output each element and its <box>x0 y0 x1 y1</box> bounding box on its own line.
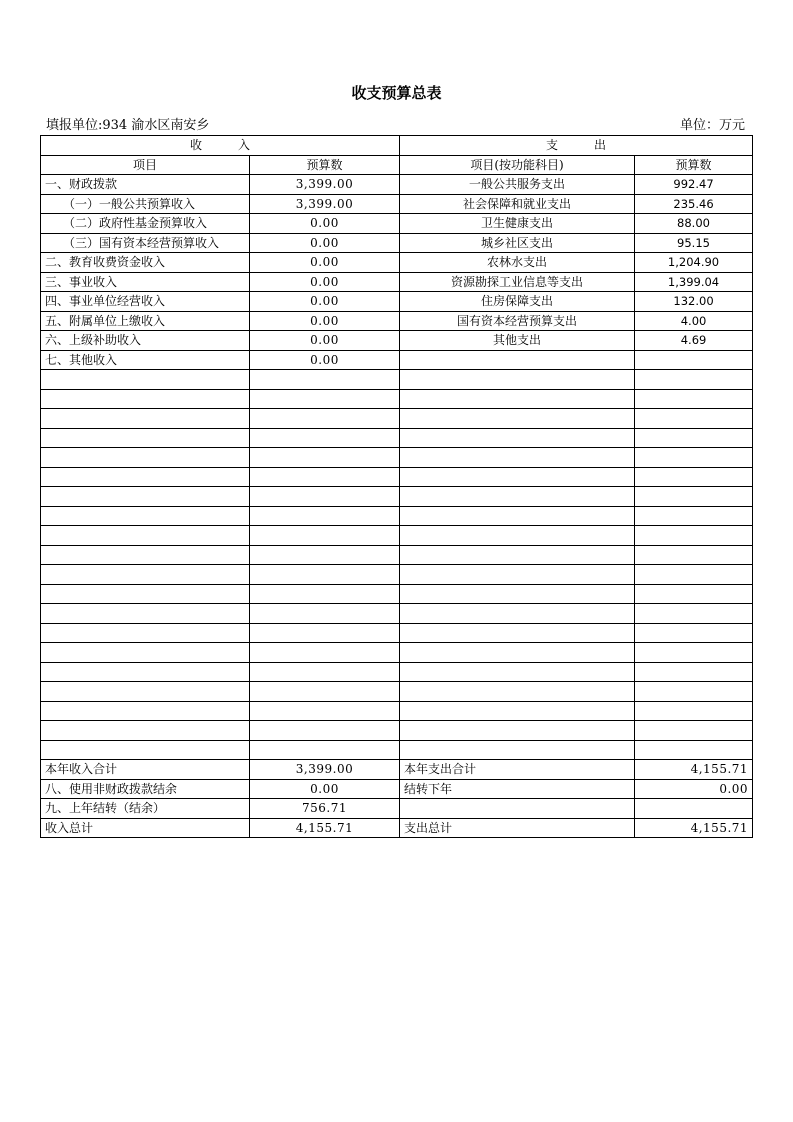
empty-row <box>41 604 753 624</box>
empty-cell <box>635 643 753 663</box>
expense-amount: 95.15 <box>635 233 753 253</box>
summary-income-amount: 4,155.71 <box>250 818 400 838</box>
empty-cell <box>635 467 753 487</box>
table-row <box>41 292 753 312</box>
summary-expense-item: 支出总计 <box>400 818 635 838</box>
table-row <box>41 311 753 331</box>
empty-cell <box>41 389 250 409</box>
income-item: 七、其他收入 <box>41 350 250 370</box>
summary-income-item: 收入总计 <box>41 818 250 838</box>
empty-row <box>41 467 753 487</box>
income-amount: 0.00 <box>250 331 400 351</box>
empty-cell <box>41 487 250 507</box>
expense-item: 社会保障和就业支出 <box>400 194 635 214</box>
empty-cell <box>635 428 753 448</box>
empty-cell <box>41 467 250 487</box>
empty-cell <box>400 448 635 468</box>
expense-amount: 235.46 <box>635 194 753 214</box>
empty-cell <box>400 623 635 643</box>
summary-row <box>41 760 753 780</box>
section-header-row <box>41 136 753 156</box>
empty-cell <box>635 526 753 546</box>
empty-row <box>41 623 753 643</box>
income-item: （二）政府性基金预算收入 <box>41 214 250 234</box>
income-amount: 0.00 <box>250 350 400 370</box>
expense-amount: 132.00 <box>635 292 753 312</box>
empty-row <box>41 428 753 448</box>
empty-cell <box>41 565 250 585</box>
empty-cell <box>400 682 635 702</box>
empty-cell <box>635 623 753 643</box>
expense-header: 支 出 <box>400 136 753 156</box>
empty-cell <box>400 545 635 565</box>
empty-row <box>41 448 753 468</box>
empty-cell <box>635 448 753 468</box>
page-title: 收支预算总表 <box>351 84 442 102</box>
empty-cell <box>41 370 250 390</box>
empty-cell <box>250 448 400 468</box>
empty-cell <box>41 643 250 663</box>
empty-cell <box>400 370 635 390</box>
expense-amount: 1,399.04 <box>635 272 753 292</box>
col-func-item-header: 项目(按功能科目) <box>400 155 635 175</box>
income-amount: 0.00 <box>250 253 400 273</box>
empty-cell <box>250 370 400 390</box>
empty-row <box>41 409 753 429</box>
summary-expense-amount <box>635 799 753 819</box>
expense-item <box>400 350 635 370</box>
expense-item: 国有资本经营预算支出 <box>400 311 635 331</box>
empty-cell <box>635 370 753 390</box>
summary-income-item: 本年收入合计 <box>41 760 250 780</box>
table-row <box>41 194 753 214</box>
empty-cell <box>635 545 753 565</box>
summary-income-amount: 756.71 <box>250 799 400 819</box>
income-item: （三）国有资本经营预算收入 <box>41 233 250 253</box>
expense-item: 城乡社区支出 <box>400 233 635 253</box>
empty-row <box>41 701 753 721</box>
summary-expense-amount: 4,155.71 <box>635 760 753 780</box>
empty-row <box>41 526 753 546</box>
table-row <box>41 272 753 292</box>
empty-cell <box>635 701 753 721</box>
empty-row <box>41 506 753 526</box>
empty-cell <box>400 389 635 409</box>
empty-cell <box>250 643 400 663</box>
summary-row <box>41 779 753 799</box>
table-row <box>41 175 753 195</box>
empty-cell <box>400 565 635 585</box>
summary-income-item: 九、上年结转（结余） <box>41 799 250 819</box>
table-row <box>41 233 753 253</box>
empty-cell <box>41 584 250 604</box>
expense-item: 其他支出 <box>400 331 635 351</box>
income-amount: 0.00 <box>250 233 400 253</box>
empty-cell <box>400 721 635 741</box>
empty-cell <box>250 584 400 604</box>
empty-cell <box>635 487 753 507</box>
empty-cell <box>635 662 753 682</box>
empty-cell <box>400 467 635 487</box>
summary-income-item: 八、使用非财政拨款结余 <box>41 779 250 799</box>
empty-cell <box>635 682 753 702</box>
empty-cell <box>250 526 400 546</box>
expense-amount: 4.69 <box>635 331 753 351</box>
empty-row <box>41 662 753 682</box>
empty-cell <box>635 584 753 604</box>
empty-cell <box>250 662 400 682</box>
expense-item: 住房保障支出 <box>400 292 635 312</box>
empty-row <box>41 740 753 760</box>
income-item: 六、上级补助收入 <box>41 331 250 351</box>
empty-cell <box>635 409 753 429</box>
empty-row <box>41 721 753 741</box>
empty-row <box>41 545 753 565</box>
summary-income-amount: 0.00 <box>250 779 400 799</box>
summary-expense-amount: 4,155.71 <box>635 818 753 838</box>
empty-cell <box>41 740 250 760</box>
expense-amount: 1,204.90 <box>635 253 753 273</box>
income-amount: 0.00 <box>250 292 400 312</box>
income-item: 五、附属单位上缴收入 <box>41 311 250 331</box>
empty-cell <box>41 682 250 702</box>
empty-cell <box>250 721 400 741</box>
col-item-header: 项目 <box>41 155 250 175</box>
col-amount2-header: 预算数 <box>635 155 753 175</box>
income-amount: 3,399.00 <box>250 194 400 214</box>
income-header: 收 入 <box>41 136 400 156</box>
empty-cell <box>41 409 250 429</box>
empty-cell <box>635 740 753 760</box>
empty-row <box>41 682 753 702</box>
empty-cell <box>41 604 250 624</box>
income-amount: 0.00 <box>250 214 400 234</box>
income-item: 二、教育收费资金收入 <box>41 253 250 273</box>
column-header-row <box>41 155 753 175</box>
empty-cell <box>635 506 753 526</box>
empty-cell <box>250 740 400 760</box>
empty-cell <box>400 662 635 682</box>
summary-expense-item: 本年支出合计 <box>400 760 635 780</box>
empty-cell <box>250 604 400 624</box>
empty-cell <box>400 584 635 604</box>
summary-row <box>41 818 753 838</box>
empty-row <box>41 487 753 507</box>
empty-cell <box>41 526 250 546</box>
income-amount: 3,399.00 <box>250 175 400 195</box>
empty-cell <box>635 389 753 409</box>
empty-cell <box>41 506 250 526</box>
empty-cell <box>250 545 400 565</box>
table-row <box>41 253 753 273</box>
empty-cell <box>635 604 753 624</box>
table-row <box>41 214 753 234</box>
empty-cell <box>400 643 635 663</box>
expense-amount: 4.00 <box>635 311 753 331</box>
empty-row <box>41 584 753 604</box>
summary-expense-item <box>400 799 635 819</box>
empty-cell <box>250 409 400 429</box>
empty-cell <box>250 428 400 448</box>
empty-cell <box>41 721 250 741</box>
expense-amount <box>635 350 753 370</box>
empty-cell <box>635 565 753 585</box>
expense-item: 资源勘探工业信息等支出 <box>400 272 635 292</box>
empty-cell <box>250 701 400 721</box>
income-amount: 0.00 <box>250 272 400 292</box>
empty-cell <box>250 623 400 643</box>
empty-cell <box>250 682 400 702</box>
currency-unit: 单位：万元 <box>679 118 745 133</box>
budget-table <box>40 135 753 838</box>
summary-income-amount: 3,399.00 <box>250 760 400 780</box>
empty-row <box>41 565 753 585</box>
income-amount: 0.00 <box>250 311 400 331</box>
empty-row <box>41 370 753 390</box>
expense-item: 卫生健康支出 <box>400 214 635 234</box>
summary-expense-item: 结转下年 <box>400 779 635 799</box>
empty-cell <box>41 662 250 682</box>
empty-cell <box>250 467 400 487</box>
empty-cell <box>400 428 635 448</box>
empty-cell <box>250 506 400 526</box>
income-item: 一、财政拨款 <box>41 175 250 195</box>
empty-cell <box>400 701 635 721</box>
col-amount-header: 预算数 <box>250 155 400 175</box>
empty-cell <box>250 389 400 409</box>
empty-cell <box>400 487 635 507</box>
empty-cell <box>41 701 250 721</box>
empty-cell <box>41 623 250 643</box>
table-row <box>41 331 753 351</box>
empty-cell <box>400 526 635 546</box>
empty-cell <box>400 740 635 760</box>
reporting-unit: 填报单位:934 渝水区南安乡 <box>46 118 210 133</box>
income-item: 三、事业收入 <box>41 272 250 292</box>
expense-amount: 992.47 <box>635 175 753 195</box>
summary-row <box>41 799 753 819</box>
empty-cell <box>400 409 635 429</box>
table-row <box>41 350 753 370</box>
income-item: （一）一般公共预算收入 <box>41 194 250 214</box>
empty-row <box>41 643 753 663</box>
empty-cell <box>41 545 250 565</box>
expense-item: 农林水支出 <box>400 253 635 273</box>
empty-cell <box>41 428 250 448</box>
empty-cell <box>400 604 635 624</box>
expense-amount: 88.00 <box>635 214 753 234</box>
expense-item: 一般公共服务支出 <box>400 175 635 195</box>
empty-cell <box>400 506 635 526</box>
summary-expense-amount: 0.00 <box>635 779 753 799</box>
empty-cell <box>635 721 753 741</box>
empty-cell <box>41 448 250 468</box>
empty-cell <box>250 565 400 585</box>
empty-cell <box>250 487 400 507</box>
empty-row <box>41 389 753 409</box>
income-item: 四、事业单位经营收入 <box>41 292 250 312</box>
